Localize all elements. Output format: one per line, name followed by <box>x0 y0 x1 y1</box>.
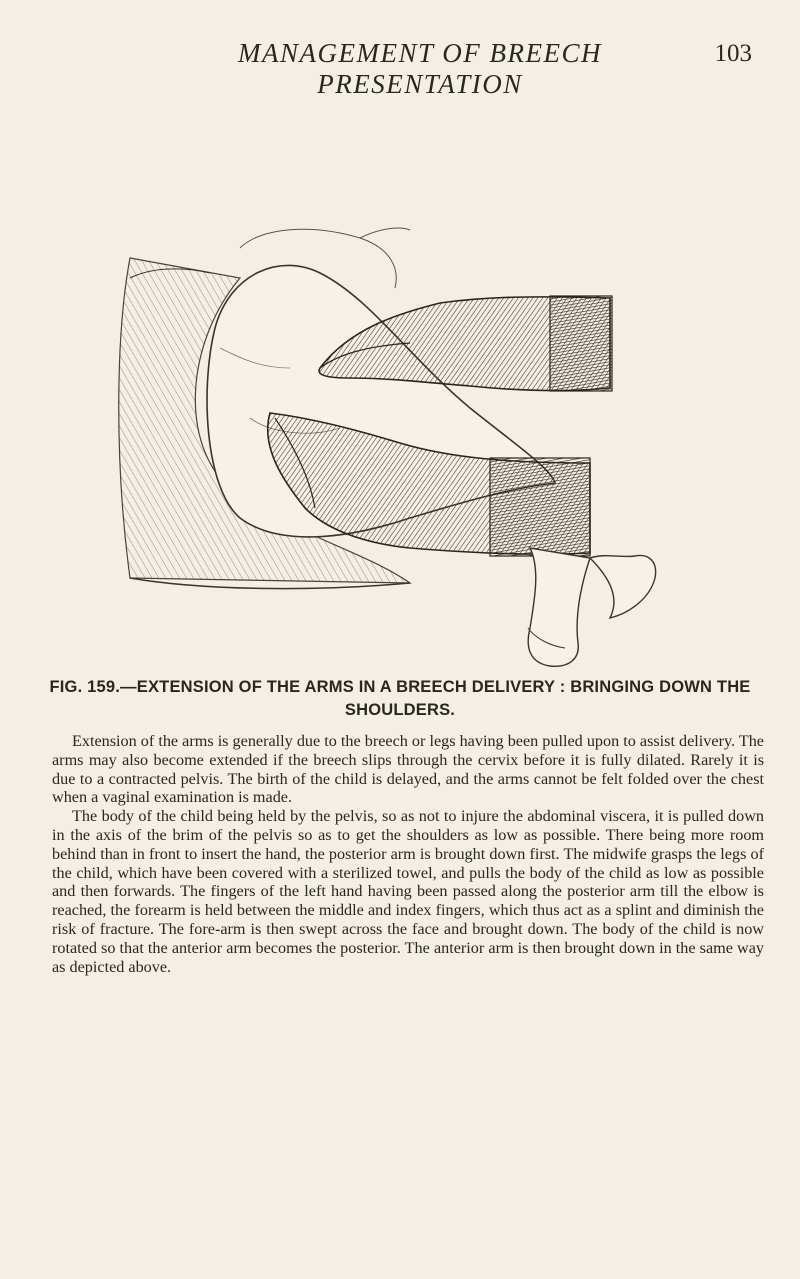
page-number: 103 <box>714 40 752 67</box>
obstetric-illustration-icon <box>110 218 670 678</box>
paragraph: The body of the child being held by the pelvis, so as not to injure the abdominal viscera, it is pulled down in the axis of the brim of the pelvis so as to get the shoulders as low as possible. There being more room behind than in front to insert the hand, the posterior arm is brought down first. The midwife grasps the legs of the child, which have been covered with a sterilized towel, and pulls the body of the child as low as possible and then forwards. The fingers of the left hand having been passed along the posterior arm till the elbow is reached, the forearm is held between the middle and index fingers, which thus act as a splint and diminish the risk of fracture. The fore-arm is then swept across the face and brought down. The body of the child is now rotated so that the anterior arm becomes the posterior. The anterior arm is then brought down in the same way as depicted above. <box>52 807 764 976</box>
running-head <box>40 34 760 99</box>
body-text <box>52 732 764 976</box>
running-title: MANAGEMENT OF BREECH PRESENTATION <box>238 38 602 99</box>
paragraph: Extension of the arms is generally due to the breech or legs having been pulled upon to assist delivery. The arms may also become extended if the breech slips through the cervix before it is fully dilated. Rarely it is due to a contracted pelvis. The birth of the child is delayed, and the arms cannot be felt folded over the chest when a vaginal examination is made. <box>52 732 764 807</box>
figure-caption: FIG. 159.—EXTENSION OF THE ARMS IN A BREECH DELIVERY : BRINGING DOWN THE SHOULDERS. <box>49 678 751 719</box>
figure-illustration <box>110 218 670 678</box>
